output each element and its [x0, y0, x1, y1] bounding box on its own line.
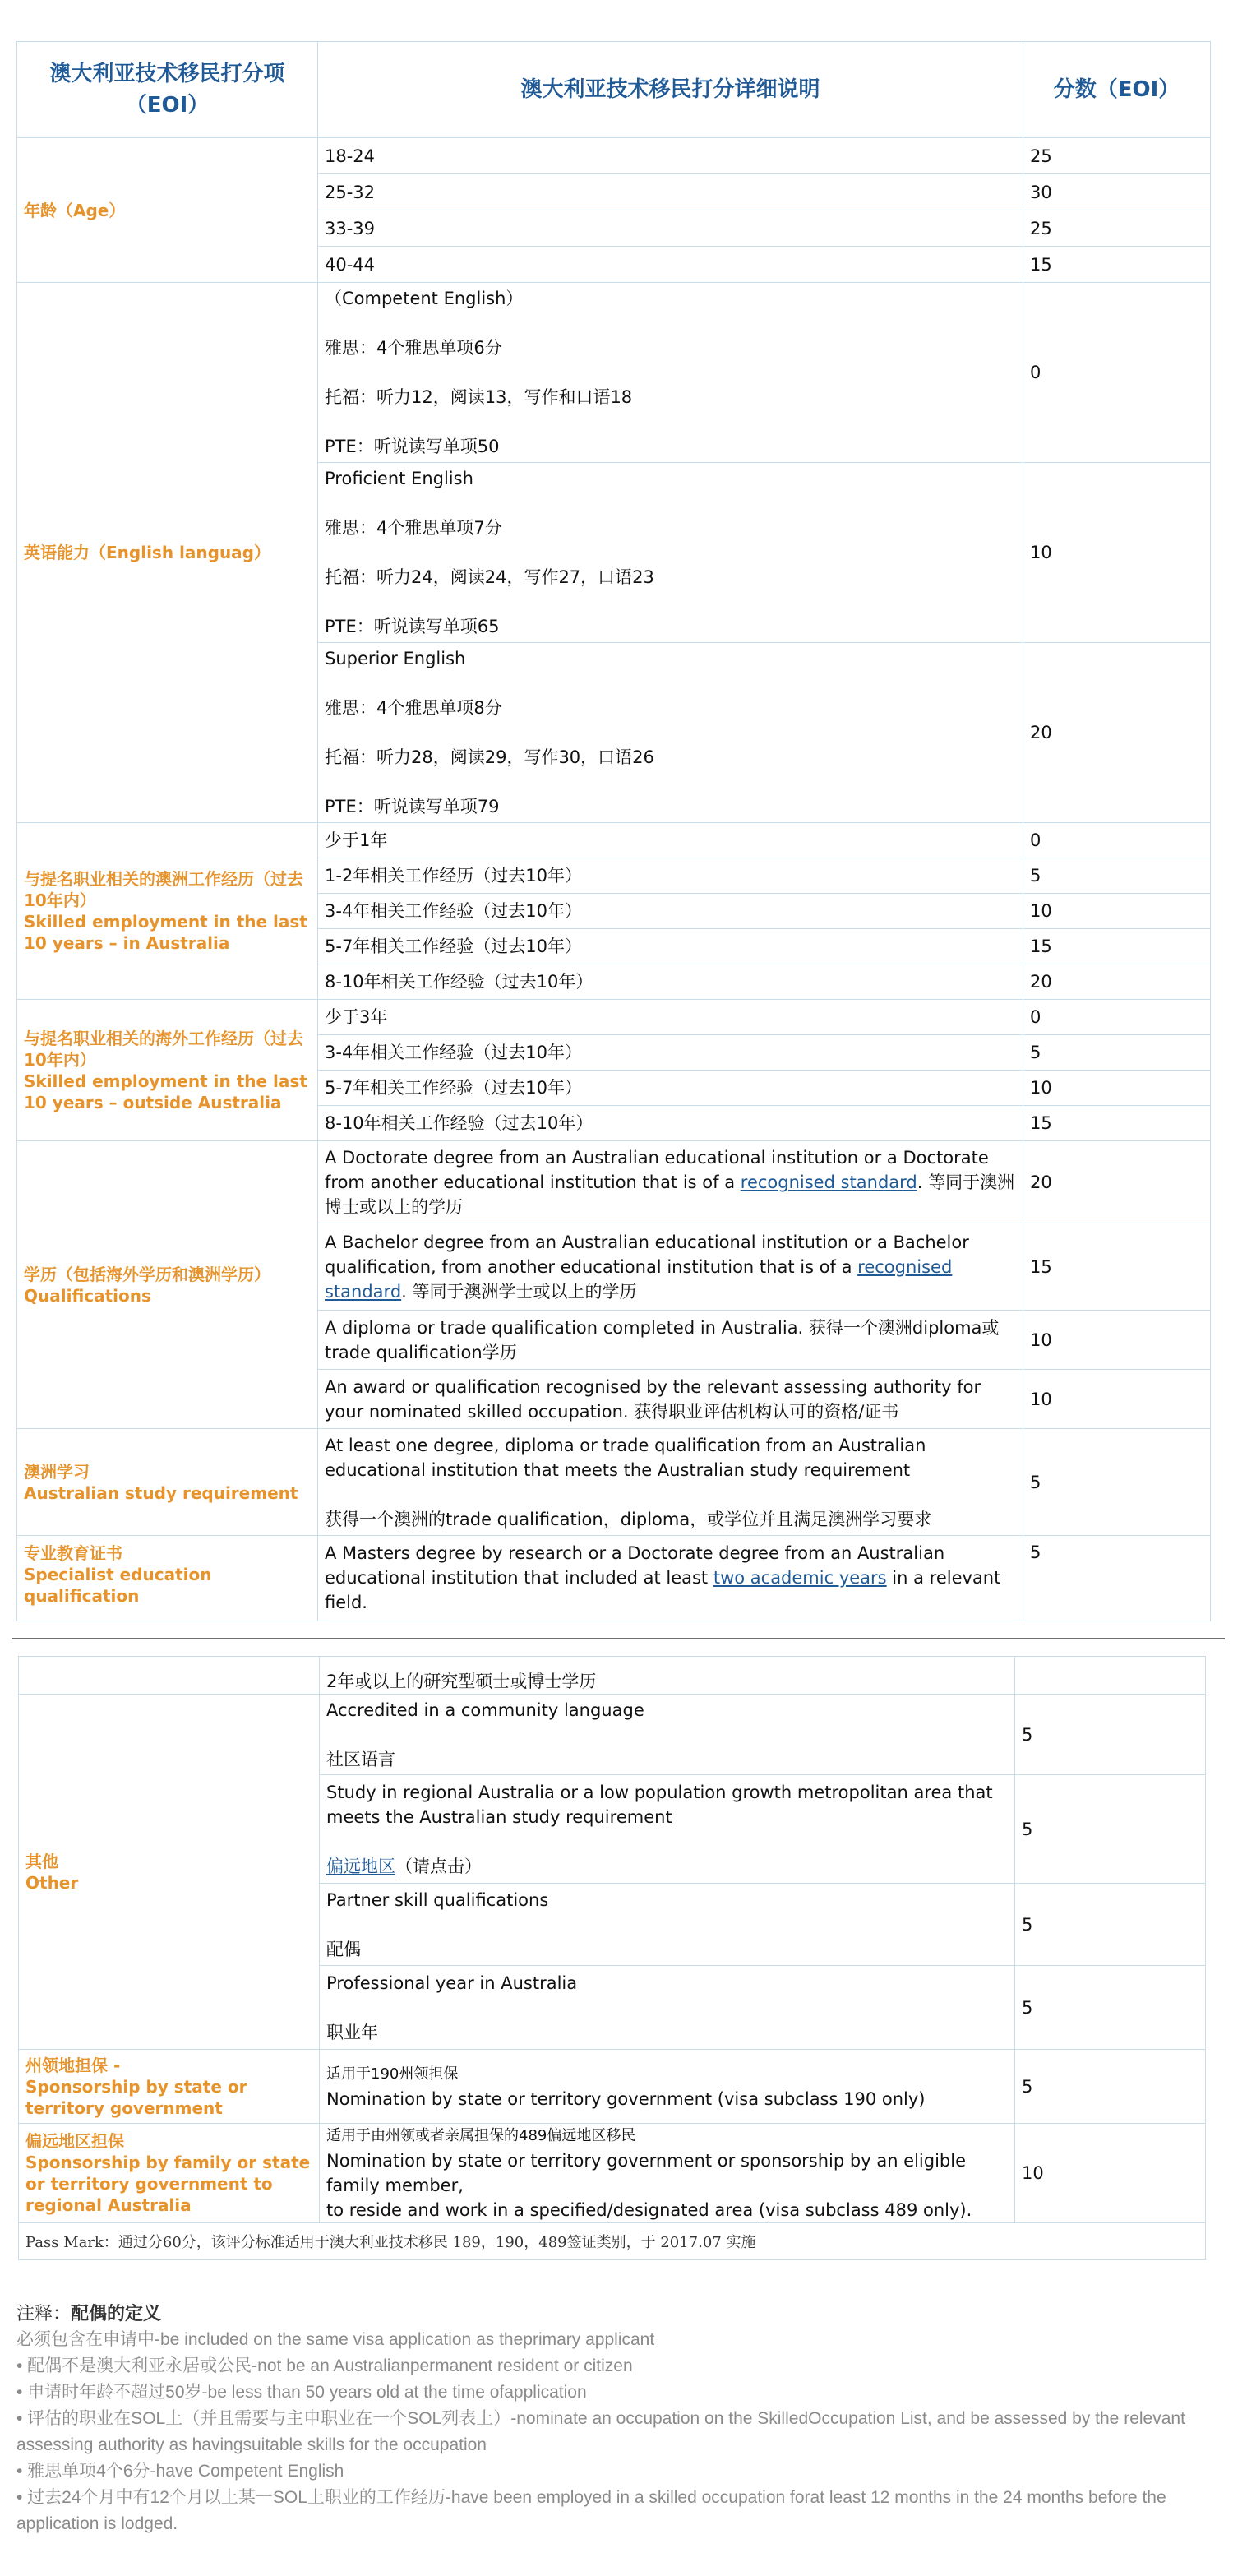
english-toefl: 托福：听力24，阅读24，写作27，口语23 — [325, 567, 654, 587]
os-work-score: 10 — [1023, 1071, 1211, 1106]
regional-text-en: to reside and work in a specified/designated area (visa subclass 489 only). — [326, 2200, 972, 2220]
au-work-label-en: Skilled employment in the last 10 years – in Australia — [24, 912, 307, 953]
note-item: • 配偶不是澳大利亚永居或公民-not be an Australianpermanent resident or citizen — [16, 2356, 633, 2375]
note-item: • 过去24个月中有12个月以上某一SOL上职业的工作经历-have been employed in a skilled occupation forat least 12 months in the 24 months before the application is lodged. — [16, 2488, 1166, 2533]
au-work-desc: 少于1年 — [318, 823, 1023, 858]
au-study-desc — [318, 1429, 1023, 1536]
header-score: 分数（EOI） — [1023, 42, 1211, 138]
english-pte: PTE：听说读写单项65 — [325, 617, 500, 636]
english-score: 0 — [1023, 283, 1211, 463]
english-ielts: 雅思：4个雅思单项6分 — [325, 338, 502, 358]
age-score: 25 — [1023, 138, 1211, 174]
qual-label — [17, 1141, 318, 1429]
table-row — [17, 1536, 1211, 1621]
page-divider — [12, 1638, 1225, 1639]
au-work-label — [17, 823, 318, 1000]
au-work-score: 10 — [1023, 894, 1211, 929]
qual-text: . 等同于澳洲博士或以上的学历 — [325, 1172, 1015, 1217]
other-text-cn — [326, 1854, 1008, 1879]
au-work-desc: 1-2年相关工作经历（过去10年） — [318, 858, 1023, 894]
au-study-text-cn: 获得一个澳洲的trade qualification，diploma，或学位并且满足澳洲学习要求 — [325, 1509, 932, 1529]
other-text-cn: 职业年 — [326, 2022, 378, 2042]
table-header — [17, 42, 1211, 138]
qual-desc: A diploma or trade qualification completed in Australia. 获得一个澳洲diploma或trade qualification学历 — [318, 1311, 1023, 1370]
english-level: Proficient English — [325, 469, 473, 488]
age-score: 15 — [1023, 247, 1211, 283]
english-desc — [318, 643, 1023, 823]
au-work-score: 15 — [1023, 929, 1211, 964]
notes-title-prefix: 注释： — [16, 2303, 72, 2324]
au-work-desc: 8-10年相关工作经验（过去10年） — [318, 964, 1023, 1000]
english-score: 10 — [1023, 463, 1211, 643]
note-item: • 申请时年龄不超过50岁-be less than 50 years old at the time ofapplication — [16, 2383, 587, 2402]
regional-text-en: Nomination by state or territory government or sponsorship by an eligible family member, — [326, 2151, 967, 2195]
regional-area-link[interactable]: 偏远地区 — [326, 1856, 395, 1876]
state-label — [19, 2050, 320, 2124]
au-work-desc: 5-7年相关工作经验（过去10年） — [318, 929, 1023, 964]
regional-label-cn: 偏远地区担保 — [25, 2131, 124, 2151]
points-table-page-2 — [18, 1656, 1218, 2260]
two-academic-years-link[interactable]: two academic years — [713, 1568, 887, 1588]
english-pte: PTE：听说读写单项79 — [325, 797, 500, 816]
qual-label-cn: 学历（包括海外学历和澳洲学历） — [24, 1264, 270, 1284]
au-study-score: 5 — [1023, 1429, 1211, 1536]
au-study-text-en: At least one degree, diploma or trade qualification from an Australian educational institution that meets the Australian study requirement — [325, 1435, 926, 1480]
english-toefl: 托福：听力28，阅读29，写作30，口语26 — [325, 747, 654, 767]
qual-text: A Bachelor degree from an Australian educational institution or a Bachelor qualification, from another educational institution that is of a — [325, 1232, 969, 1277]
os-work-label — [17, 1000, 318, 1141]
au-study-label — [17, 1429, 318, 1536]
regional-label — [19, 2124, 320, 2223]
table-row — [19, 1657, 1206, 1695]
os-work-desc: 少于3年 — [318, 1000, 1023, 1035]
other-text-en: Accredited in a community language — [326, 1700, 644, 1720]
other-text: （请点击） — [395, 1856, 482, 1876]
table-row — [17, 1000, 1211, 1035]
other-text-en: Professional year in Australia — [326, 1972, 578, 1993]
os-work-label-en: Skilled employment in the last 10 years – outside Australia — [24, 1071, 307, 1112]
english-pte: PTE：听说读写单项50 — [325, 437, 500, 456]
other-text-en: Study in regional Australia or a low population growth metropolitan area that meets the Australian study requirement — [326, 1782, 993, 1827]
note-item: • 评估的职业在SOL上（并且需要与主申职业在一个SOL列表上）-nominate an occupation on the SkilledOccupation List, and be assessed by the relevant assessing authority as havingsuitable skills for the occupation — [16, 2409, 1185, 2454]
state-text-cn: 适用于190州领担保 — [326, 2065, 459, 2083]
specialist-desc — [318, 1536, 1023, 1621]
other-text-cn: 配偶 — [326, 1939, 361, 1959]
other-score: 5 — [1015, 1775, 1206, 1884]
qual-score: 10 — [1023, 1370, 1211, 1429]
note-item: 必须包含在申请中-be included on the same visa application as theprimary applicant — [16, 2330, 655, 2349]
other-desc — [320, 1695, 1015, 1775]
specialist-label-cn: 专业教育证书 — [24, 1543, 122, 1563]
specialist-score: 5 — [1023, 1536, 1211, 1621]
au-work-desc: 3-4年相关工作经验（过去10年） — [318, 894, 1023, 929]
other-text-cn: 社区语言 — [326, 1749, 395, 1769]
au-work-score: 0 — [1023, 823, 1211, 858]
os-work-score: 0 — [1023, 1000, 1211, 1035]
regional-desc — [320, 2124, 1015, 2223]
english-level: （Competent English） — [325, 289, 524, 308]
regional-label-en: Sponsorship by family or state or territory government to regional Australia — [25, 2153, 311, 2215]
qual-desc — [318, 1223, 1023, 1311]
os-work-desc: 8-10年相关工作经验（过去10年） — [318, 1106, 1023, 1141]
other-desc — [320, 1966, 1015, 2050]
age-desc: 33-39 — [318, 210, 1023, 247]
points-table-continued — [18, 1656, 1206, 2260]
other-label-en: Other — [25, 1872, 79, 1893]
au-work-score: 20 — [1023, 964, 1211, 1000]
regional-text-cn: 适用于由州领或者亲属担保的489偏远地区移民 — [326, 2127, 636, 2144]
empty-cell — [1015, 1657, 1206, 1695]
recognised-standard-link[interactable]: recognised standard — [740, 1172, 917, 1192]
other-score: 5 — [1015, 1966, 1206, 2050]
english-label: 英语能力（English languag） — [17, 283, 318, 823]
specialist-text: A Masters degree by research or a Doctorate degree from an Australian educational institution that included at least — [325, 1543, 945, 1588]
age-desc: 18-24 — [318, 138, 1023, 174]
english-level: Superior English — [325, 649, 466, 668]
table-row — [17, 823, 1211, 858]
notes-section — [16, 2301, 1217, 2537]
english-ielts: 雅思：4个雅思单项8分 — [325, 698, 502, 718]
notes-title — [16, 2301, 1217, 2327]
qual-label-en: Qualifications — [24, 1285, 151, 1306]
qual-desc: An award or qualification recognised by the relevant assessing authority for your nominated skilled occupation. 获得职业评估机构认可的资格/证书 — [318, 1370, 1023, 1429]
regional-score: 10 — [1015, 2124, 1206, 2223]
note-item: • 雅思单项4个6分-have Competent English — [16, 2462, 344, 2481]
other-desc — [320, 1884, 1015, 1966]
state-score: 5 — [1015, 2050, 1206, 2124]
qual-score: 15 — [1023, 1223, 1211, 1311]
english-score: 20 — [1023, 643, 1211, 823]
pass-mark: Pass Mark：通过分60分，该评分标准适用于澳大利亚技术移民 189，190，489签证类别，于 2017.07 实施 — [19, 2223, 1206, 2260]
table-row — [19, 2223, 1206, 2260]
os-work-label-cn: 与提名职业相关的海外工作经历（过去10年内） — [24, 1028, 303, 1070]
state-label-en: Sponsorship by state or territory government — [25, 2076, 247, 2118]
age-desc: 25-32 — [318, 174, 1023, 210]
qual-score: 10 — [1023, 1311, 1211, 1370]
specialist-label-en: Specialist education qualification — [24, 1565, 212, 1606]
os-work-desc: 5-7年相关工作经验（过去10年） — [318, 1071, 1023, 1106]
other-label — [19, 1695, 320, 2050]
header-category: 澳大利亚技术移民打分项（EOI） — [17, 42, 318, 138]
au-work-score: 5 — [1023, 858, 1211, 894]
english-toefl: 托福：听力12，阅读13，写作和口语18 — [325, 387, 633, 407]
table-row — [19, 2050, 1206, 2124]
qual-score: 20 — [1023, 1141, 1211, 1223]
os-work-desc: 3-4年相关工作经验（过去10年） — [318, 1035, 1023, 1071]
au-study-label-cn: 澳洲学习 — [24, 1461, 90, 1482]
state-label-cn: 州领地担保 - — [25, 2055, 121, 2075]
other-label-cn: 其他 — [25, 1851, 58, 1871]
english-ielts: 雅思：4个雅思单项7分 — [325, 518, 502, 538]
qual-text: . 等同于澳洲学士或以上的学历 — [401, 1281, 637, 1302]
age-label: 年龄（Age） — [17, 138, 318, 283]
qual-text: A Doctorate degree from an Australian educational institution or a Doctorate from another educational institution that is of a — [325, 1147, 989, 1192]
other-score: 5 — [1015, 1695, 1206, 1775]
au-study-label-en: Australian study requirement — [24, 1482, 298, 1503]
state-desc — [320, 2050, 1015, 2124]
table-row — [17, 1141, 1211, 1223]
recognised-standard-link[interactable]: recognised standard — [325, 1256, 953, 1302]
english-desc — [318, 283, 1023, 463]
other-text-en: Partner skill qualifications — [326, 1889, 549, 1910]
age-desc: 40-44 — [318, 247, 1023, 283]
table-row — [17, 138, 1211, 174]
notes-title-bold: 配偶的定义 — [71, 2303, 162, 2324]
specialist-label — [17, 1536, 318, 1621]
table-row — [17, 1429, 1211, 1536]
specialist-text: in a relevant field. — [325, 1568, 1001, 1612]
state-text-en: Nomination by state or territory government (visa subclass 190 only) — [326, 2088, 926, 2109]
age-score: 25 — [1023, 210, 1211, 247]
os-work-score: 5 — [1023, 1035, 1211, 1071]
table-row — [19, 2124, 1206, 2223]
age-score: 30 — [1023, 174, 1211, 210]
points-table-page-1 — [16, 41, 1217, 1621]
table-row — [17, 283, 1211, 463]
empty-cell — [19, 1657, 320, 1695]
header-description: 澳大利亚技术移民打分详细说明 — [318, 42, 1023, 138]
table-row — [19, 1695, 1206, 1775]
other-score: 5 — [1015, 1884, 1206, 1966]
os-work-score: 15 — [1023, 1106, 1211, 1141]
english-desc — [318, 463, 1023, 643]
qual-desc — [318, 1141, 1023, 1223]
au-work-label-cn: 与提名职业相关的澳洲工作经历（过去10年内） — [24, 869, 303, 910]
points-table — [16, 41, 1211, 1621]
other-desc — [320, 1775, 1015, 1884]
specialist-desc-cont: 2年或以上的研究型硕士或博士学历 — [320, 1657, 1015, 1695]
